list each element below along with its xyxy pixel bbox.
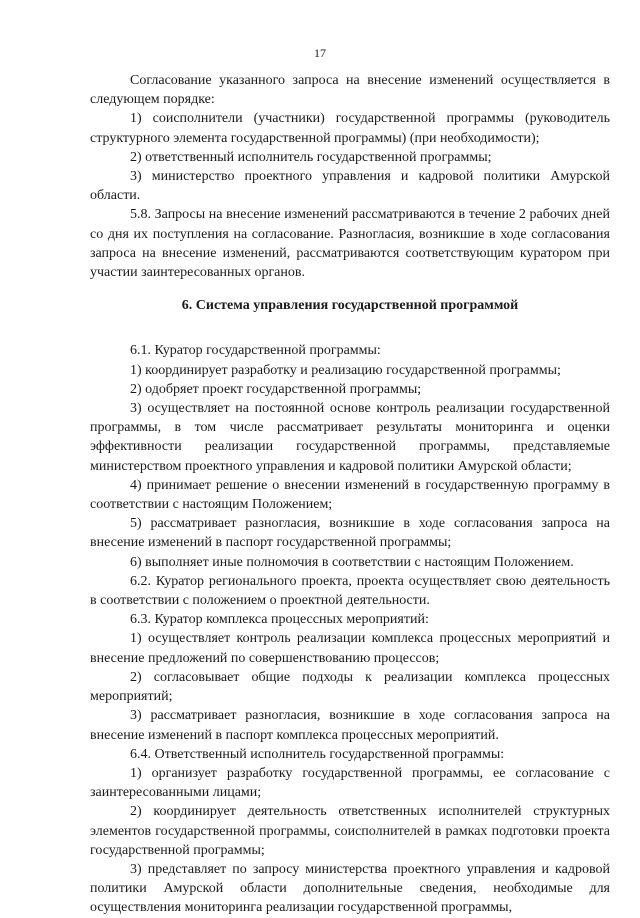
paragraph: 6.1. Куратор государственной программы: [130, 343, 381, 359]
list-item: 3) осуществляет на постоянной основе контроль реализации государственной программы, в том числе рассматривает результаты мониторинга и оценки эффективности реализации государственной программы, представляемые министерством проектного управления и кадровой политики Амурской области; [90, 401, 610, 474]
paragraph: 6.2. Куратор регионального проекта, проекта осуществляет свою деятельность в соответствии с положением о проектной деятельности. [90, 573, 610, 609]
list-item: 1) осуществляет контроль реализации комплекса процессных мероприятий и внесение предложений по совершенствованию процессов; [90, 631, 610, 666]
list-item: 2) ответственный исполнитель государственной программы; [130, 149, 492, 165]
list-item: 3) представляет по запросу министерства проектного управления и кадровой политики Амурской области дополнительные сведения, необходимые для осуществления мониторинга реализации государственной программы, [90, 861, 610, 916]
paragraph: 6.4. Ответственный исполнитель государственной программы: [130, 746, 505, 762]
list-item: 4) принимает решение о внесении изменений в государственную программу в соответствии с настоящим Положением; [90, 477, 610, 513]
paragraph: 5.8. Запросы на внесение изменений рассматриваются в течение 2 рабочих дней со дня их поступления на согласование. Разногласия, возникшие в ходе согласования запроса на внесение изменений, рассматриваются соответствующим куратором при участии заинтересованных органов. [90, 207, 610, 281]
list-item: 6) выполняет иные полномочия в соответствии с настоящим Положением. [130, 554, 574, 570]
list-item: 3) рассматривает разногласия, возникшие в ходе согласования запроса на внесение изменений в паспорт комплекса процессных мероприятий. [90, 708, 610, 743]
document-body [90, 71, 610, 918]
list-item: 1) координирует разработку и реализацию государственной программы; [130, 362, 561, 378]
list-item: 3) министерство проектного управления и кадровой политики Амурской области. [90, 169, 610, 204]
list-item: 2) согласовывает общие подходы к реализации комплекса процессных мероприятий; [90, 669, 610, 705]
page-number: 17 [314, 46, 326, 60]
list-item: 2) одобряет проект государственной программы; [130, 381, 422, 397]
list-item: 1) организует разработку государственной программы, ее согласование с заинтересованными лицами; [90, 765, 610, 801]
list-item: 2) координирует деятельность ответственных исполнителей структурных элементов государственной программы, соисполнителей в рамках подготовки проекта государственной программы; [90, 804, 610, 858]
paragraph: Согласование указанного запроса на внесение изменений осуществляется в следующем порядке: [90, 73, 610, 108]
section-heading: 6. Система управления государственной программой [181, 298, 519, 314]
list-item: 1) соисполнители (участники) государственной программы (руководитель структурного элемента государственной программы) (при необходимости); [90, 111, 610, 146]
list-item: 5) рассматривает разногласия, возникшие в ходе согласования запроса на внесение изменений в паспорт государственной программы; [90, 516, 610, 551]
paragraph: 6.3. Куратор комплекса процессных мероприятий: [130, 612, 429, 628]
